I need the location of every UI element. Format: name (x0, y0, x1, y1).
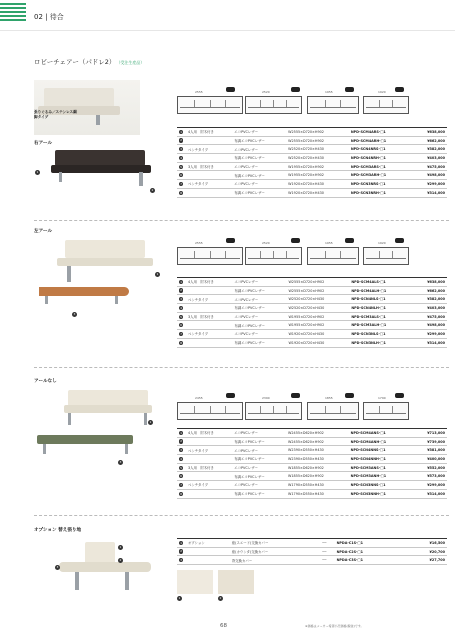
table-row (177, 304, 447, 313)
circle (177, 278, 186, 287)
table-row (177, 556, 447, 565)
badge-3 (345, 87, 354, 92)
dimension-diagram-2 (245, 96, 302, 114)
dimension-diagram-10 (245, 402, 302, 420)
table-row (177, 295, 447, 304)
table-row (177, 539, 447, 548)
material-cell: エコPVCレザー (232, 312, 286, 321)
table-row (177, 429, 447, 438)
code-cell: NPDA-C3S-□1 (335, 556, 402, 565)
code-cell: NPD-SCM4ARH-□1 (349, 136, 411, 145)
badge-2 (291, 87, 300, 92)
price-cell: ¥638,000 (411, 128, 447, 137)
price-cell: ¥400,000 (411, 455, 447, 464)
spec-table-right (177, 127, 447, 198)
group-cell (186, 188, 232, 197)
price-cell: ¥403,000 (411, 154, 447, 163)
price-cell: ¥475,000 (411, 162, 447, 171)
table-row (177, 489, 447, 498)
dimension-diagram-7 (307, 247, 359, 265)
circle (177, 539, 186, 548)
dim-label-12: 1790 (378, 396, 386, 400)
row-number-badge: 7 (180, 482, 183, 487)
row-number-badge: 5 (180, 314, 183, 319)
page-title (34, 57, 144, 66)
group-cell: ベンチタイプ (186, 446, 232, 455)
table-row (177, 463, 447, 472)
row-number-badge: 2 (180, 138, 183, 143)
code-cell: NPD-SCM4ANS-□1 (349, 429, 411, 438)
code-cell: NPD-SCN3NRS-□1 (349, 180, 411, 189)
price-cell: ¥382,000 (411, 145, 447, 154)
table-row (177, 278, 447, 287)
code-cell: NPD-SCN4NRH-□1 (349, 154, 411, 163)
badge-9 (226, 393, 235, 398)
code-cell: NPD-SCN3NRH-□1 (349, 188, 411, 197)
group-cell (186, 472, 232, 481)
dimension-diagram-3 (307, 96, 359, 114)
circle (177, 446, 186, 455)
page-header (0, 0, 455, 40)
size-cell: W1920×D720×H430 (286, 338, 349, 347)
code-cell: NPD-SCM4ANH-□1 (349, 437, 411, 446)
size-cell: W2455×D620×H902 (286, 437, 349, 446)
size-cell: W1790×D550×H430 (286, 481, 349, 490)
code-cell: NPD-SCN3NLS-□1 (349, 330, 410, 339)
material-cell: 布調エコPVCレザー (232, 286, 286, 295)
dim-label-3: 1955 (325, 90, 333, 94)
material-cell: 布調エコPVCレザー (232, 321, 286, 330)
code-cell: NPD-SCN3NLH-□1 (349, 338, 410, 347)
badge-11 (345, 393, 354, 398)
dimension-diagram-8 (363, 247, 409, 265)
group-cell: ベンチタイプ (186, 481, 232, 490)
size-cell: W1855×D620×H902 (286, 463, 349, 472)
size-cell: W2520×D720×H430 (286, 304, 349, 313)
group-cell: 4人用 肘木付き (186, 429, 232, 438)
code-cell: NPDA-C2S-□1 (335, 547, 402, 556)
material-cell: 背交換カバー (230, 556, 321, 565)
group-cell (186, 321, 232, 330)
row-number-badge: 1 (180, 540, 183, 545)
code-cell: NPD-SCN4NLH-□1 (349, 304, 410, 313)
code-cell: NPD-SCN3NNH-□1 (349, 489, 411, 498)
circle (177, 472, 186, 481)
table-row (177, 312, 447, 321)
circle (177, 312, 186, 321)
price-cell: ¥314,000 (411, 188, 447, 197)
group-cell (186, 437, 232, 446)
dim-label-5: 2555 (195, 241, 203, 245)
size-cell: W1920×D720×H430 (286, 180, 349, 189)
table-row (177, 446, 447, 455)
price-cell: ¥314,000 (411, 338, 447, 347)
option-swatch-1 (177, 570, 213, 594)
size-cell: W1955×D720×H902 (286, 171, 349, 180)
code-cell: NPD-SCM3ALH-□1 (349, 321, 410, 330)
code-cell: NPD-SCM3ANS-□1 (349, 463, 411, 472)
material-cell: エコPVCレザー (232, 128, 286, 137)
code-cell: NPD-SCN4NNS-□1 (349, 446, 411, 455)
material-cell: エコPVCレザー (232, 278, 286, 287)
badge-4 (395, 87, 404, 92)
row-number-badge: 7 (180, 181, 183, 186)
row-number-badge: 4 (180, 155, 183, 160)
group-cell: 4人用 肘木付き (186, 128, 232, 137)
product-photo-right-dark (45, 146, 165, 192)
footer-note: ※価格はメーカー希望小売価格(税抜)です。 (305, 624, 364, 628)
title-text: ロビーチェアー（パドレ2） (34, 58, 116, 66)
badge-6 (291, 238, 300, 243)
row-number-badge: 6 (180, 474, 183, 479)
badge-5 (226, 238, 235, 243)
group-cell (186, 455, 232, 464)
size-cell: W1920×D720×H430 (286, 188, 349, 197)
group-cell: 3人用 肘木付き (186, 463, 232, 472)
row-number-badge: 8 (180, 340, 183, 345)
price-cell: ¥739,000 (411, 437, 447, 446)
table-row (177, 188, 447, 197)
dim-label-7: 1955 (325, 241, 333, 245)
callout-1b: 1 (156, 272, 159, 276)
badge-8 (395, 238, 404, 243)
group-cell (186, 547, 230, 556)
table-row (177, 472, 447, 481)
row-number-badge: 6 (180, 323, 183, 328)
dim-label-4: 1920 (378, 90, 386, 94)
row-number-badge: 2 (180, 288, 183, 293)
code-cell: NPD-SCM4ALH-□1 (349, 286, 410, 295)
group-cell: 4人用 肘木付き (186, 278, 232, 287)
size-cell: W1955×D720×H902 (286, 321, 349, 330)
size-cell: W2520×D720×H430 (286, 145, 349, 154)
section-label-none: アールなし (34, 379, 57, 384)
circle (177, 330, 186, 339)
material-cell: エコPVCレザー (232, 162, 286, 171)
circle (177, 455, 186, 464)
callout-2b: 3 (73, 312, 76, 316)
circle (177, 154, 186, 163)
size-cell: ── (320, 539, 334, 548)
code-cell: NPD-SCM3ALS-□1 (349, 312, 410, 321)
material-cell: 布調エコPVCレザー (232, 154, 286, 163)
group-cell (186, 171, 232, 180)
circle (177, 295, 186, 304)
product-photo-left-arc (45, 238, 155, 286)
material-cell: エコPVCレザー (232, 429, 286, 438)
photo-caption: 張りぐるみ／ステンレス鋼脚タイプ (34, 110, 77, 119)
circle (177, 463, 186, 472)
price-cell: ¥381,000 (411, 446, 447, 455)
price-cell: ¥299,000 (411, 180, 447, 189)
badge-10 (291, 393, 300, 398)
table-row (177, 547, 447, 556)
price-cell: ¥382,000 (411, 295, 447, 304)
price-cell: ¥475,000 (411, 312, 447, 321)
callout-2c: 3 (119, 460, 122, 464)
material-cell: 座(カウンタ)交換カバー (230, 547, 321, 556)
price-cell: ¥662,000 (411, 286, 447, 295)
circle (177, 481, 186, 490)
dimension-diagram-9 (177, 402, 243, 420)
row-number-badge: 1 (180, 129, 183, 134)
price-cell: ¥16,500 (401, 539, 447, 548)
circle (177, 128, 186, 137)
circle (177, 338, 186, 347)
group-cell: 3人用 肘木付き (186, 162, 232, 171)
table-row (177, 330, 447, 339)
product-photo-left-bench (35, 284, 145, 310)
size-cell: W1855×D620×H902 (286, 472, 349, 481)
circle (177, 547, 186, 556)
row-number-badge: 3 (180, 448, 183, 453)
group-cell (186, 154, 232, 163)
code-cell: NPD-SCM3ARS-□1 (349, 162, 411, 171)
group-cell: ベンチタイプ (186, 145, 232, 154)
circle (177, 286, 186, 295)
table-row (177, 162, 447, 171)
dim-label-8: 1920 (378, 241, 386, 245)
row-number-badge: 8 (180, 190, 183, 195)
group-cell (186, 489, 232, 498)
callout-1: 1 (36, 170, 39, 174)
dimension-diagram-4 (363, 96, 409, 114)
material-cell: 布調エコPVCレザー (232, 338, 286, 347)
option-callout-1: 1 (119, 545, 122, 549)
option-callout-2: 2 (119, 558, 122, 562)
price-cell: ¥638,000 (411, 278, 447, 287)
price-cell: ¥498,000 (411, 321, 447, 330)
price-cell: ¥498,000 (411, 171, 447, 180)
material-cell: エコPVCレザー (232, 330, 286, 339)
group-cell: 3人用 肘木付き (186, 312, 232, 321)
circle (177, 136, 186, 145)
price-cell: ¥573,000 (411, 472, 447, 481)
row-number-badge: 3 (180, 297, 183, 302)
badge-12 (395, 393, 404, 398)
size-cell: ── (320, 547, 334, 556)
price-cell: ¥713,000 (411, 429, 447, 438)
material-cell: エコPVCレザー (232, 145, 286, 154)
dimension-diagram-11 (307, 402, 359, 420)
dimension-diagram-5 (177, 247, 243, 265)
material-cell: 座(スエード)交換カバー (230, 539, 321, 548)
callout-1c: 1 (149, 420, 152, 424)
table-row (177, 128, 447, 137)
table-row (177, 481, 447, 490)
row-number-badge: 1 (180, 430, 183, 435)
material-cell: 布調エコPVCレザー (232, 489, 286, 498)
dim-label-2: 2520 (262, 90, 270, 94)
size-cell: W1790×D550×H430 (286, 489, 349, 498)
page-number: 68 (220, 623, 227, 629)
price-cell: ¥662,000 (411, 136, 447, 145)
circle (177, 489, 186, 498)
group-cell (186, 136, 232, 145)
product-photo-no-arc-bench (35, 432, 145, 460)
row-number-badge: 2 (180, 549, 183, 554)
size-cell: W2390×D550×H430 (286, 455, 349, 464)
group-cell: ベンチタイプ (186, 330, 232, 339)
spec-table-left (177, 277, 447, 348)
row-number-badge: 5 (180, 164, 183, 169)
dimension-diagram-1 (177, 96, 243, 114)
dimension-diagram-6 (245, 247, 302, 265)
spec-table-none (177, 428, 447, 499)
material-cell: 布調エコPVCレザー (232, 136, 286, 145)
circle (177, 188, 186, 197)
circle (177, 171, 186, 180)
section-divider (34, 220, 449, 221)
row-number-badge: 4 (180, 456, 183, 461)
size-cell: W1955×D720×H902 (286, 312, 349, 321)
code-cell: NPD-SCM4ALS-□1 (349, 278, 410, 287)
group-cell (186, 338, 232, 347)
material-cell: エコPVCレザー (232, 481, 286, 490)
price-cell: ¥299,000 (411, 330, 447, 339)
circle (177, 429, 186, 438)
circle (177, 321, 186, 330)
code-cell: NPD-SCN4NLS-□1 (349, 295, 410, 304)
spec-table-options (177, 538, 447, 565)
size-cell: W1955×D720×H902 (286, 162, 349, 171)
dim-label-9: 2455 (195, 396, 203, 400)
code-cell: NPD-SCM3ARH-□1 (349, 171, 411, 180)
section-divider-2 (34, 367, 449, 368)
code-cell: NPDA-C1S-□1 (335, 539, 402, 548)
material-cell: エコPVCレザー (232, 463, 286, 472)
table-row (177, 145, 447, 154)
row-number-badge: 2 (180, 439, 183, 444)
price-cell: ¥314,000 (411, 489, 447, 498)
material-cell: 布調エコPVCレザー (232, 472, 286, 481)
row-number-badge: 7 (180, 331, 183, 336)
group-cell (186, 286, 232, 295)
size-cell: W2455×D620×H902 (286, 429, 349, 438)
section-label-options: オプション 替え張り地 (34, 528, 82, 533)
circle (177, 437, 186, 446)
material-cell: 布調エコPVCレザー (232, 188, 286, 197)
group-cell (186, 556, 230, 565)
dimension-diagram-12 (363, 402, 409, 420)
code-cell: NPD-SCN4NRS-□1 (349, 145, 411, 154)
row-number-badge: 5 (180, 465, 183, 470)
size-cell: W2520×D720×H430 (286, 154, 349, 163)
code-cell: NPD-SCM3ANH-□1 (349, 472, 411, 481)
group-cell (186, 304, 232, 313)
material-cell: 布調エコPVCレザー (232, 304, 286, 313)
size-cell: W2555×D720×H902 (286, 278, 349, 287)
dim-label-10: 2390 (262, 396, 270, 400)
price-cell: ¥27,700 (401, 556, 447, 565)
badge-1 (226, 87, 235, 92)
section-label-left: 左アール (34, 229, 53, 234)
code-cell: NPD-SCM4ARS-□1 (349, 128, 411, 137)
option-photo (55, 540, 155, 600)
table-row (177, 154, 447, 163)
row-number-badge: 4 (180, 305, 183, 310)
circle (177, 304, 186, 313)
title-note: （受注生産品） (118, 60, 145, 65)
row-number-badge: 6 (180, 173, 183, 178)
price-cell: ¥403,000 (411, 304, 447, 313)
group-cell: ベンチタイプ (186, 295, 232, 304)
row-number-badge: 1 (180, 279, 183, 284)
size-cell: ── (320, 556, 334, 565)
price-cell: ¥299,000 (411, 481, 447, 490)
option-callout-4: 1 (178, 596, 181, 600)
table-row (177, 321, 447, 330)
size-cell: W1920×D720×H430 (286, 330, 349, 339)
badge-7 (345, 238, 354, 243)
table-row (177, 455, 447, 464)
size-cell: W2555×D720×H902 (286, 286, 349, 295)
group-cell: ベンチタイプ (186, 180, 232, 189)
material-cell: 布調エコPVCレザー (232, 171, 286, 180)
group-cell: オプション (186, 539, 230, 548)
dim-label-6: 2520 (262, 241, 270, 245)
material-cell: 布調エコPVCレザー (232, 437, 286, 446)
header-accent-bars (0, 3, 26, 23)
table-row (177, 180, 447, 189)
section-divider-3 (34, 515, 449, 516)
code-cell: NPD-SCN3NNS-□1 (349, 481, 411, 490)
option-swatch-2 (218, 570, 254, 594)
circle (177, 145, 186, 154)
row-number-badge: 3 (180, 558, 183, 563)
size-cell: W2555×D720×H902 (286, 128, 349, 137)
option-callout-3: 3 (56, 565, 59, 569)
table-row (177, 136, 447, 145)
header-rule (0, 30, 455, 31)
size-cell: W2555×D720×H902 (286, 136, 349, 145)
option-callout-5: 2 (219, 596, 222, 600)
table-row (177, 338, 447, 347)
circle (177, 180, 186, 189)
code-cell: NPD-SCN4NNH-□1 (349, 455, 411, 464)
product-photo-no-arc (60, 388, 160, 428)
material-cell: エコPVCレザー (232, 180, 286, 189)
product-photo-right-arc (34, 80, 140, 135)
row-number-badge: 3 (180, 147, 183, 152)
row-number-badge: 8 (180, 491, 183, 496)
table-row (177, 437, 447, 446)
size-cell: W2390×D550×H430 (286, 446, 349, 455)
dim-label-11: 1855 (325, 396, 333, 400)
price-cell: ¥552,000 (411, 463, 447, 472)
price-cell: ¥20,700 (401, 547, 447, 556)
size-cell: W2520×D720×H430 (286, 295, 349, 304)
circle (177, 162, 186, 171)
section-label: 02 | 待合 (34, 13, 64, 21)
material-cell: 布調エコPVCレザー (232, 455, 286, 464)
circle (177, 556, 186, 565)
callout-2: 2 (151, 188, 154, 192)
table-row (177, 286, 447, 295)
material-cell: エコPVCレザー (232, 295, 286, 304)
table-row (177, 171, 447, 180)
section-label-right: 右アール (34, 141, 53, 146)
dim-label-1: 2555 (195, 90, 203, 94)
material-cell: エコPVCレザー (232, 446, 286, 455)
